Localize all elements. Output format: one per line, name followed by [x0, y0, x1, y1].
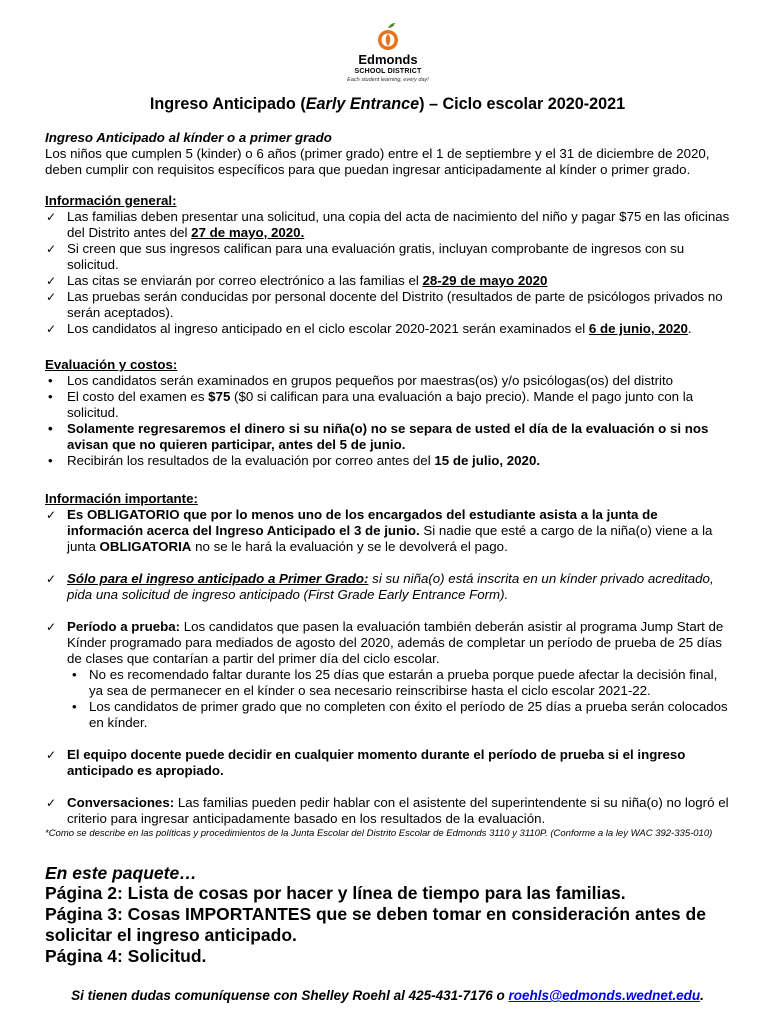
item-date: 28-29 de mayo 2020 — [422, 273, 548, 288]
item-date: 6 de junio, 2020 — [588, 321, 688, 336]
contact-line — [45, 988, 730, 1004]
item-text: Si nadie que esté a cargo de la niña(o) viene a la junta — [67, 523, 713, 554]
item-text: Los candidatos que pasen la evaluación también deberán asistir al programa Jump Start de Kínder programado para mediados de agosto del 2020, además de completar un período de prueba de 25 días de clases que contarían a partir del primer día del ciclo escolar. — [67, 619, 724, 666]
intro-body: Los niños que cumplen 5 (kinder) o 6 años (primer grado) entre el 1 de septiembre y el 31 de diciembre de 2020, deben cumplir con requisitos específicos para que puedan ingresar anticipadamente al kínder o primer grado. — [45, 146, 710, 177]
item-text: no se le hará la evaluación y se le devolverá el pago. — [191, 539, 508, 554]
list-item — [45, 273, 730, 289]
item-text: Las familias pueden pedir hablar con el asistente del superintendente si su niña(o) no logró el criterio para ingresar anticipadamente basado en los resultados de la evaluación. — [67, 795, 729, 826]
packet-page2: Página 2: Lista de cosas por hacer y línea de tiempo para las familias. — [45, 883, 626, 903]
title-part: ) – Ciclo escolar 2020-2021 — [419, 95, 626, 113]
list-item — [45, 321, 730, 337]
list-item — [45, 453, 730, 469]
document-page — [45, 0, 730, 1024]
logo-district: SCHOOL DISTRICT — [354, 68, 422, 75]
item-price: $75 — [208, 389, 231, 404]
packet-page4: Página 4: Solicitud. — [45, 946, 207, 966]
important-heading: Información importante: — [45, 491, 198, 506]
list-item: • Los candidatos de primer grado que no completen con éxito el período de 25 días a prueba serán colocados en kínder. — [67, 699, 730, 731]
intro-heading: Ingreso Anticipado al kínder o a primer grado — [45, 130, 332, 145]
contact-text: Si tienen dudas comuníquense con Shelley Roehl al 425-431-7176 o — [71, 988, 509, 1003]
important-list — [45, 507, 730, 667]
packet-section — [45, 863, 730, 967]
item-text: Los candidatos al ingreso anticipado en el ciclo escolar 2020-2021 serán examinados el — [67, 321, 589, 336]
item-text: . — [687, 321, 692, 336]
title-part: Ingreso Anticipado ( — [149, 95, 306, 113]
trial-sublist — [67, 667, 730, 731]
packet-page3: Página 3: Cosas IMPORTANTES que se deben tomar en consideración antes de solicitar el ingreso anticipado. — [45, 904, 706, 945]
general-heading: Información general: — [45, 193, 177, 208]
list-item: • Los candidatos serán examinados en grupos pequeños por maestras(os) y/o psicólogas(os) del distrito — [45, 373, 730, 389]
list-item — [45, 507, 730, 555]
logo-tagline: Each student learning, every day! — [347, 77, 429, 83]
intro-section — [45, 130, 730, 178]
district-logo — [333, 22, 443, 84]
item-text: Las familias deben presentar una solicitud, una copia del acta de nacimiento del niño y pagar $75 en las oficinas del Distrito antes del — [67, 209, 730, 240]
footnote: *Como se describe en las políticas y procedimientos de la Junta Escolar del Distrito Escolar de Edmonds 3110 y 3110P. (Conforme a la ley WAC 392-335-010) — [45, 828, 713, 839]
evaluation-list — [45, 373, 730, 469]
list-item: ✓ El equipo docente puede decidir en cualquier momento durante el período de prueba si el ingreso anticipado es apropiado. — [45, 747, 730, 779]
item-text: Las citas se enviarán por correo electrónico a las familias el — [67, 273, 423, 288]
title-italic: Early Entrance — [305, 95, 420, 113]
packet-heading: En este paquete… — [45, 863, 197, 883]
logo-name: Edmonds — [358, 52, 418, 67]
important-list-cont — [45, 747, 730, 827]
email-link[interactable]: roehls@edmonds.wednet.edu — [508, 988, 701, 1003]
general-section — [45, 193, 730, 337]
item-text: Recibirán los resultados de la evaluación por correo antes del — [67, 453, 435, 468]
item-bold: Sólo para el ingreso anticipado a Primer Grado: — [67, 571, 369, 586]
list-item: • Solamente regresaremos el dinero si su niña(o) no se separa de usted el día de la evaluación o si nos avisan que no quieren participar, antes del 5 de junio. — [45, 421, 730, 453]
page-title — [45, 94, 730, 114]
important-section — [45, 491, 730, 841]
list-item: ✓ Las pruebas serán conducidas por personal docente del Distrito (resultados de parte de psicólogos privados no serán aceptados). — [45, 289, 730, 321]
item-text: ($0 si califican para una evaluación a bajo precio). Mande el pago junto con la solicitud. — [67, 389, 694, 420]
evaluation-heading: Evaluación y costos: — [45, 357, 178, 372]
apple-logo-icon — [376, 22, 400, 52]
item-date: 27 de mayo, 2020. — [191, 225, 305, 240]
list-item — [45, 619, 730, 667]
list-item — [45, 389, 730, 421]
item-bold: Es OBLIGATORIO que por lo menos uno de los encargados del estudiante asista a la junta de información acerca del Ingreso Anticipado el 3 de junio. — [67, 507, 658, 538]
item-text: El costo del examen es — [67, 389, 209, 404]
item-text: si su niña(o) está inscrita en un kínder privado acreditado, pida una solicitud de ingreso anticipado (First Grade Early Entrance Form). — [67, 571, 714, 602]
item-bold: Conversaciones: — [67, 795, 175, 810]
item-bold: OBLIGATORIA — [99, 539, 192, 554]
list-item — [45, 209, 730, 241]
list-item — [45, 571, 730, 603]
list-item: ✓ Si creen que sus ingresos califican para una evaluación gratis, incluyan comprobante de ingresos con su solicitud. — [45, 241, 730, 273]
list-item — [45, 795, 730, 827]
item-date: 15 de julio, 2020. — [434, 453, 541, 468]
evaluation-section — [45, 357, 730, 469]
item-bold: Período a prueba: — [67, 619, 181, 634]
list-item: • No es recomendado faltar durante los 25 días que estarán a prueba porque puede afectar la decisión final, ya sea de permanecer en el kínder o sea necesario reinscribirse hasta el ciclo escolar 2021-22. — [67, 667, 730, 699]
contact-text: . — [700, 988, 704, 1003]
general-list — [45, 209, 730, 337]
